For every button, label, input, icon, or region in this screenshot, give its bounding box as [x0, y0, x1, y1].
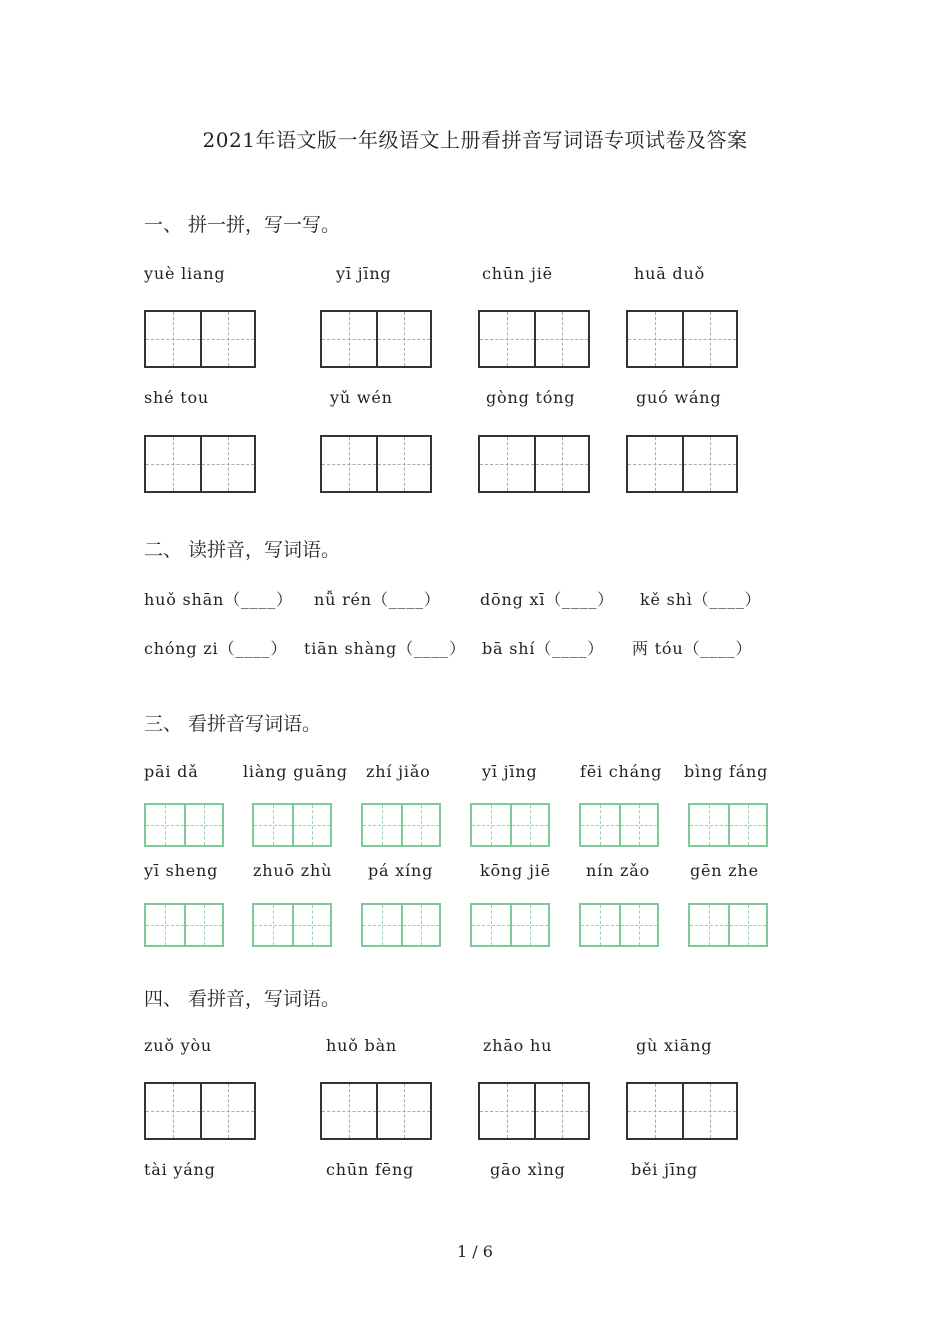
pinyin-label: yuè liang	[144, 264, 226, 283]
pinyin-label: pāi dǎ	[144, 762, 199, 781]
section-4-heading: 四、 看拼音，写词语。	[144, 988, 341, 1010]
pinyin-label: gù xiāng	[636, 1036, 713, 1055]
fill-blank-item[interactable]: 两 tóu（____）	[632, 639, 753, 658]
writing-grid[interactable]	[144, 803, 224, 847]
pinyin-label: kōng jiē	[480, 861, 551, 880]
writing-grid[interactable]	[320, 310, 432, 368]
writing-grid[interactable]	[252, 803, 332, 847]
pinyin-label: běi jīng	[631, 1160, 698, 1179]
pinyin-label: liàng guāng	[243, 762, 348, 781]
writing-grid[interactable]	[626, 310, 738, 368]
pinyin-label: zuǒ yòu	[144, 1036, 213, 1055]
writing-grid[interactable]	[361, 903, 441, 947]
page-number: 1 / 6	[457, 1242, 493, 1261]
writing-grid[interactable]	[688, 903, 768, 947]
writing-grid[interactable]	[320, 1082, 432, 1140]
fill-blank-item[interactable]: bā shí（____）	[482, 639, 605, 658]
section-3-heading: 三、 看拼音写词语。	[144, 713, 322, 735]
section-1-heading: 一、 拼一拼，写一写。	[144, 214, 341, 236]
writing-grid[interactable]	[144, 310, 256, 368]
pinyin-label: gòng tóng	[486, 388, 576, 407]
writing-grid[interactable]	[626, 435, 738, 493]
writing-grid[interactable]	[478, 310, 590, 368]
writing-grid[interactable]	[478, 435, 590, 493]
writing-grid[interactable]	[144, 435, 256, 493]
pinyin-label: yī sheng	[144, 861, 219, 880]
pinyin-label: chūn fēng	[326, 1160, 415, 1179]
writing-grid[interactable]	[688, 803, 768, 847]
pinyin-label: zhāo hu	[483, 1036, 553, 1055]
writing-grid[interactable]	[579, 803, 659, 847]
pinyin-label: bìng fáng	[684, 762, 769, 781]
pinyin-label: zhuō zhù	[253, 861, 333, 880]
section-2-heading: 二、 读拼音，写词语。	[144, 539, 341, 561]
writing-grid[interactable]	[470, 803, 550, 847]
pinyin-label: yǔ wén	[330, 388, 393, 407]
writing-grid[interactable]	[252, 903, 332, 947]
pinyin-label: pá xíng	[368, 861, 434, 880]
writing-grid[interactable]	[470, 903, 550, 947]
pinyin-label: fēi cháng	[580, 762, 663, 781]
pinyin-label: gēn zhe	[690, 861, 759, 880]
pinyin-label: nín zǎo	[586, 861, 651, 880]
pinyin-label: huā duǒ	[634, 264, 706, 283]
document-title: 2021年语文版一年级语文上册看拼音写词语专项试卷及答案	[202, 128, 748, 152]
pinyin-label: yī jīng	[336, 264, 392, 283]
writing-grid[interactable]	[478, 1082, 590, 1140]
pinyin-label: gāo xìng	[490, 1160, 566, 1179]
writing-grid[interactable]	[361, 803, 441, 847]
writing-grid[interactable]	[144, 903, 224, 947]
writing-grid[interactable]	[626, 1082, 738, 1140]
pinyin-label: yī jīng	[482, 762, 538, 781]
fill-blank-item[interactable]: chóng zi（____）	[144, 639, 288, 658]
writing-grid[interactable]	[579, 903, 659, 947]
fill-blank-item[interactable]: nǚ rén（____）	[314, 590, 441, 609]
writing-grid[interactable]	[320, 435, 432, 493]
pinyin-label: huǒ bàn	[326, 1036, 398, 1055]
fill-blank-item[interactable]: dōng xī（____）	[480, 590, 615, 609]
pinyin-label: guó wáng	[636, 388, 722, 407]
fill-blank-item[interactable]: tiān shàng（____）	[304, 639, 466, 658]
pinyin-label: zhí jiǎo	[366, 762, 431, 781]
pinyin-label: tài yáng	[144, 1160, 216, 1179]
pinyin-label: chūn jiē	[482, 264, 553, 283]
writing-grid[interactable]	[144, 1082, 256, 1140]
pinyin-label: shé tou	[144, 388, 210, 407]
fill-blank-item[interactable]: kě shì（____）	[640, 590, 762, 609]
fill-blank-item[interactable]: huǒ shān（____）	[144, 590, 293, 609]
